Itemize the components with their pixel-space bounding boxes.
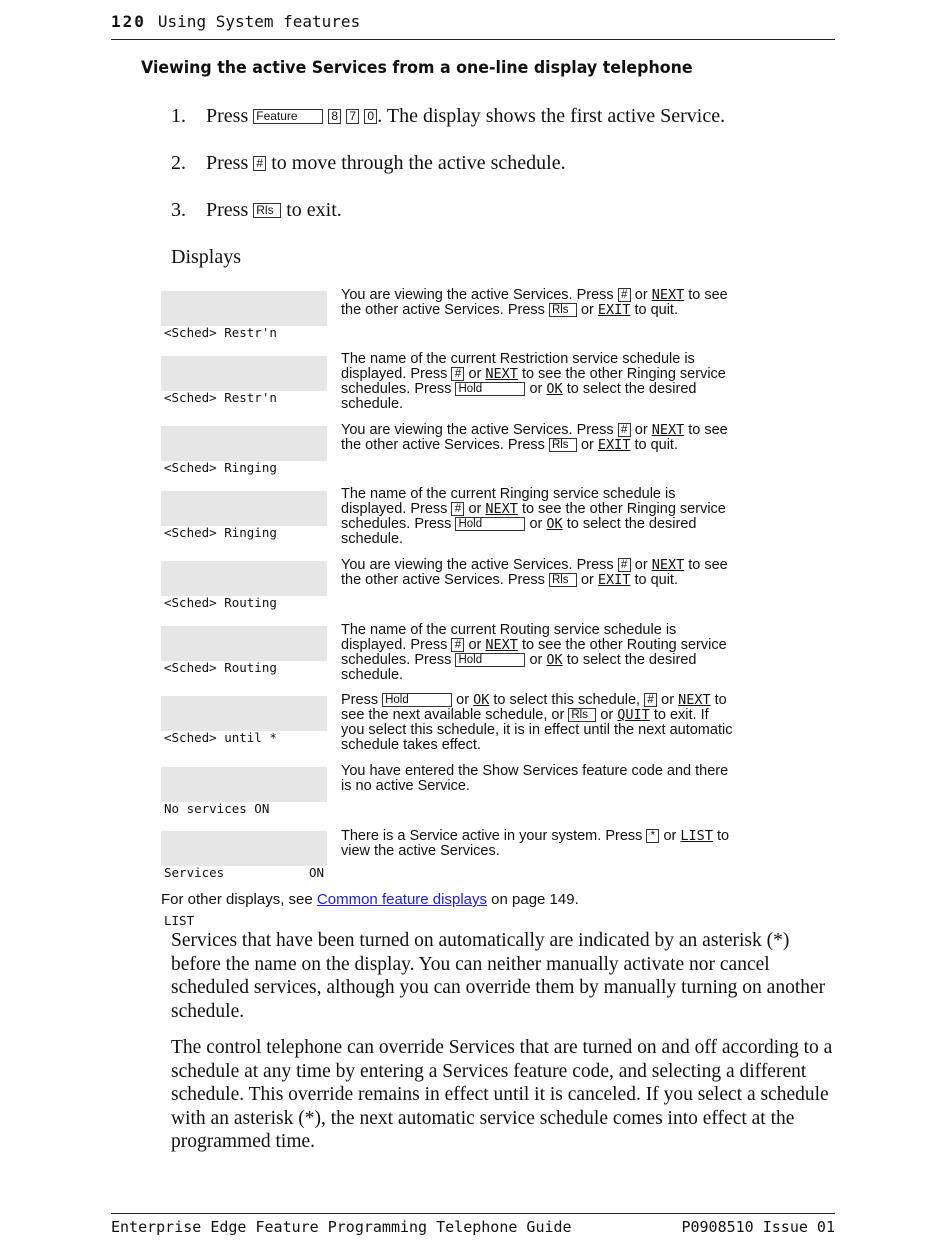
- hold-key: Hold: [455, 382, 525, 396]
- desc-text: or: [634, 422, 648, 438]
- desc-text: or: [663, 828, 677, 844]
- desc-text: or: [661, 692, 675, 708]
- lcd-display: [161, 696, 327, 745]
- desc-text: to quit.: [634, 302, 678, 318]
- rls-key: Rls: [549, 303, 577, 317]
- rls-key: Rls: [549, 438, 577, 452]
- softkey-label: NEXT: [651, 422, 685, 438]
- softkey-label: LIST: [680, 828, 713, 844]
- desc-text: or: [529, 516, 543, 532]
- desc-text: or: [580, 437, 594, 453]
- lcd-line1: <Sched> Restr'n: [164, 325, 277, 340]
- body-paragraph: Services that have been turned on automatically are indicated by an asterisk (*) before the name on the display. You can neither manually activate nor cancel scheduled services, although you can override them by manually turning on another schedule.: [171, 930, 826, 1022]
- step-3: [171, 199, 342, 222]
- hold-key: Hold: [455, 653, 525, 667]
- desc-text: to see the other active Services. Press: [341, 287, 728, 318]
- lcd-line1: <Sched> Ringing: [164, 525, 277, 540]
- hold-key: Hold: [382, 693, 452, 707]
- lcd-line1: <Sched> Routing: [164, 660, 277, 675]
- lcd-line1: <Sched> Ringing: [164, 460, 277, 475]
- desc-text: Press: [341, 692, 379, 708]
- desc-text: to see the other active Services. Press: [341, 557, 728, 588]
- hold-key: Hold: [455, 517, 525, 531]
- softkey-label: NEXT: [485, 501, 518, 517]
- softkey-label: OK: [473, 692, 490, 708]
- step-text: to move through the active schedule.: [271, 152, 566, 174]
- lcd-line1-right: ON: [308, 865, 324, 880]
- desc-text: or: [634, 287, 648, 303]
- section-title: Viewing the active Services from a one-line display telephone: [141, 58, 693, 78]
- desc-text: or: [529, 381, 543, 397]
- desc-text: The name of the current Ringing service schedule is displayed. Press: [341, 486, 676, 517]
- rls-key: Rls: [253, 203, 281, 218]
- desc-text: or: [456, 692, 470, 708]
- step-2: [171, 152, 566, 175]
- lcd-display: [161, 491, 327, 540]
- desc-text: to quit.: [634, 437, 678, 453]
- other-displays-note: [161, 891, 579, 908]
- desc-text: or: [634, 557, 648, 573]
- softkey-label: OK: [546, 652, 563, 668]
- lcd-display: [161, 767, 327, 816]
- pound-key: #: [451, 502, 464, 516]
- desc-text: or: [468, 366, 482, 382]
- desc-text: to see the other Ringing service schedules. Press: [341, 501, 726, 532]
- lcd-display: [161, 561, 327, 610]
- desc-text: You are viewing the active Services. Press: [341, 557, 614, 573]
- desc-text: to see the other Ringing service schedules. Press: [341, 366, 726, 397]
- desc-text: to select the desired schedule.: [341, 516, 697, 547]
- running-title: Using System features: [157, 12, 361, 31]
- lcd-line1: Services: [164, 865, 225, 880]
- desc-text: The name of the current Routing service schedule is displayed. Press: [341, 622, 677, 653]
- common-feature-displays-link[interactable]: Common feature displays: [316, 891, 487, 908]
- desc-text: to view the active Services.: [341, 828, 730, 859]
- softkey-label: NEXT: [485, 637, 518, 653]
- step-1: [171, 105, 725, 128]
- digit-key: 8: [328, 109, 341, 124]
- softkey-label: OK: [546, 516, 563, 532]
- rls-key: Rls: [549, 573, 577, 587]
- pound-key: #: [618, 423, 631, 437]
- footer-title: Enterprise Edge Feature Programming Telephone Guide: [111, 1218, 572, 1236]
- star-key: *: [646, 829, 659, 843]
- rls-key: Rls: [568, 708, 596, 722]
- desc-text: or: [580, 572, 594, 588]
- footer-doc-number: P0908510 Issue 01: [681, 1218, 835, 1236]
- desc-text: to select the desired schedule.: [341, 652, 697, 683]
- softkey-label: EXIT: [597, 437, 631, 453]
- desc-text: There is a Service active in your system. Press: [341, 828, 643, 844]
- lcd-line1: No services ON: [164, 801, 270, 816]
- lcd-display: [161, 626, 327, 675]
- lcd-softkey: LIST: [164, 913, 195, 928]
- softkey-label: OK: [546, 381, 563, 397]
- lcd-display: [161, 356, 327, 405]
- desc-text: You are viewing the active Services. Press: [341, 287, 614, 303]
- feature-key: Feature: [253, 109, 323, 124]
- note-text: on page 149.: [491, 891, 579, 908]
- pound-key: #: [618, 558, 631, 572]
- page-header: [111, 12, 835, 40]
- step-text: Press: [206, 199, 249, 221]
- display-description: [341, 829, 736, 859]
- softkey-label: NEXT: [485, 366, 518, 382]
- display-description: [341, 764, 736, 794]
- display-description: [341, 558, 736, 588]
- digit-key: 7: [346, 109, 359, 124]
- desc-text: to see the other Routing service schedules. Press: [341, 637, 727, 668]
- page-footer: [111, 1213, 835, 1236]
- desc-text: or: [529, 652, 543, 668]
- step-text: . The display shows the first active Service.: [377, 105, 726, 127]
- body-paragraph: The control telephone can override Services that are turned on and off according to a schedule at any time by entering a Services feature code, and selecting a different schedule. This override remains in effect until it is canceled. If you select a schedule with an asterisk (*), the next automatic service schedule comes into effect at the programmed time.: [171, 1037, 833, 1152]
- desc-text: You have entered the Show Services feature code and there is no active Service.: [341, 763, 729, 794]
- desc-text: to quit.: [634, 572, 678, 588]
- step-number: 2.: [171, 152, 186, 174]
- softkey-label: EXIT: [597, 572, 631, 588]
- displays-heading: Displays: [171, 246, 241, 268]
- softkey-label: NEXT: [651, 287, 685, 303]
- lcd-line1: <Sched> until *: [164, 730, 277, 745]
- step-text: Press: [206, 105, 249, 127]
- page-number: 120: [111, 12, 146, 31]
- desc-text: or: [600, 707, 614, 723]
- display-description: [341, 288, 736, 318]
- lcd-display: [161, 426, 327, 475]
- desc-text: The name of the current Restriction service schedule is displayed. Press: [341, 351, 695, 382]
- desc-text: to select this schedule,: [493, 692, 641, 708]
- digit-key: 0: [364, 109, 377, 124]
- lcd-display: [161, 291, 327, 340]
- desc-text: or: [580, 302, 594, 318]
- desc-text: to see the next available schedule, or: [341, 692, 727, 723]
- desc-text: to select the desired schedule.: [341, 381, 697, 412]
- display-description: [341, 487, 736, 547]
- pound-key: #: [451, 367, 464, 381]
- step-text: to exit.: [286, 199, 342, 221]
- softkey-label: EXIT: [597, 302, 631, 318]
- softkey-label: NEXT: [651, 557, 685, 573]
- desc-text: to exit. If you select this schedule, it is in effect until the next automatic schedule takes effect.: [341, 707, 733, 753]
- desc-text: or: [468, 637, 482, 653]
- display-description: [341, 623, 736, 683]
- desc-text: You are viewing the active Services. Press: [341, 422, 614, 438]
- lcd-line1: <Sched> Routing: [164, 595, 277, 610]
- note-text: For other displays, see: [161, 891, 313, 908]
- pound-key: #: [451, 638, 464, 652]
- softkey-label: NEXT: [678, 692, 711, 708]
- pound-key: #: [644, 693, 657, 707]
- softkey-label: QUIT: [617, 707, 650, 723]
- display-description: [341, 352, 736, 412]
- lcd-line1: <Sched> Restr'n: [164, 390, 277, 405]
- desc-text: to see the other active Services. Press: [341, 422, 728, 453]
- desc-text: or: [468, 501, 482, 517]
- display-description: [341, 423, 736, 453]
- display-description: [341, 693, 736, 753]
- step-text: Press: [206, 152, 249, 174]
- pound-key: #: [253, 156, 266, 171]
- step-number: 1.: [171, 105, 186, 127]
- step-number: 3.: [171, 199, 186, 221]
- pound-key: #: [618, 288, 631, 302]
